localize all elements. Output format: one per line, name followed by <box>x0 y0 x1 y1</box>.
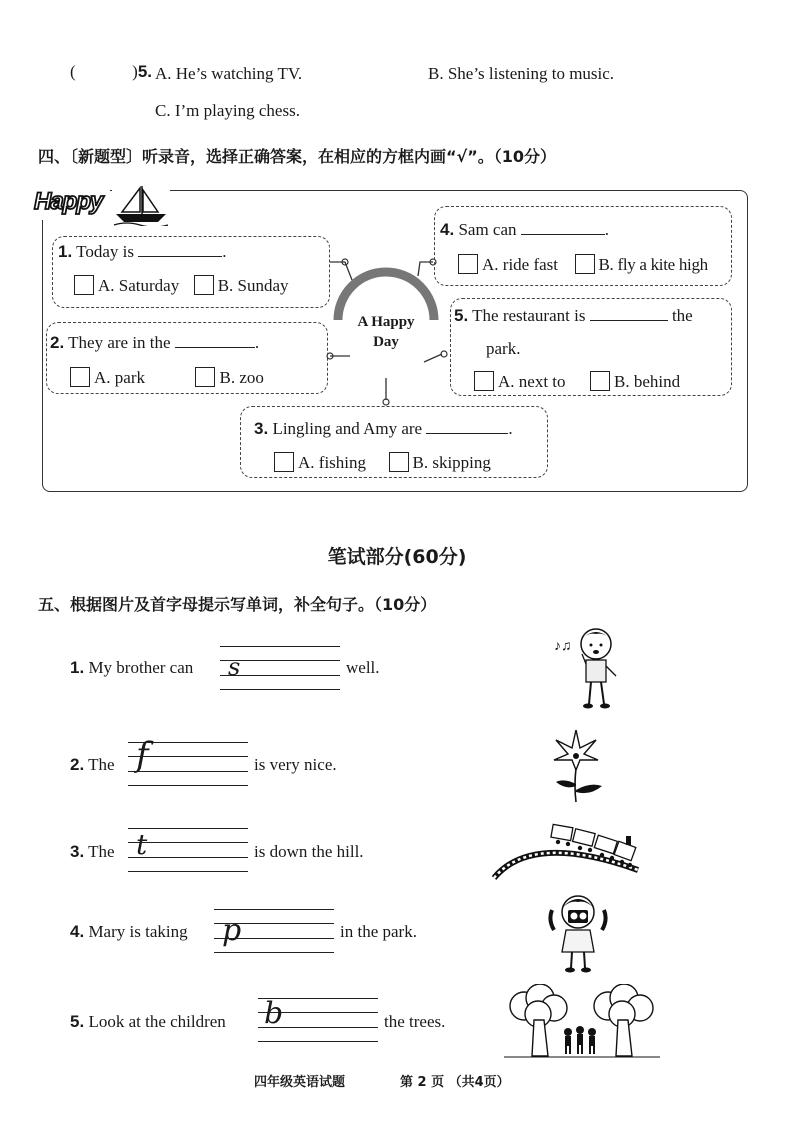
hint-letter: b <box>264 996 284 1031</box>
checkbox[interactable] <box>575 254 595 274</box>
happy-badge: Happy <box>34 188 110 220</box>
footer-subject: 四年级英语试题 <box>254 1075 346 1090</box>
train-on-hill-icon <box>492 818 642 880</box>
checkbox[interactable] <box>274 452 294 472</box>
hint-letter: t <box>136 828 148 861</box>
checkbox[interactable] <box>590 371 610 391</box>
fill-item-4: 4. Mary is taking <box>70 922 188 941</box>
checkbox[interactable] <box>195 367 215 387</box>
q5-option-a: A. He’s watching TV. <box>155 64 303 83</box>
checkbox[interactable] <box>194 275 214 295</box>
checkbox[interactable] <box>474 371 494 391</box>
lily-flower-icon <box>546 724 608 804</box>
fill-item-3-after: is down the hill. <box>254 842 364 861</box>
question-1-options: A. Saturday B. Sunday <box>74 275 289 296</box>
question-4-stem: 4. Sam can . <box>440 220 610 239</box>
fill-item-1: 1. My brother can <box>70 658 194 677</box>
answer-blank[interactable] <box>521 220 605 235</box>
fill-item-2-after: is very nice. <box>254 755 337 774</box>
footer-page-number: 第 2 页 （共4页） <box>400 1075 510 1090</box>
question-3-options: A. fishing B. skipping <box>274 452 491 473</box>
section5-heading: 五、根据图片及首字母提示写单词，补全句子。（10分） <box>38 595 437 614</box>
fill-item-2: 2. The <box>70 755 115 774</box>
boy-singing-icon <box>552 622 622 712</box>
checkbox[interactable] <box>70 367 90 387</box>
fill-item-3: 3. The <box>70 842 115 861</box>
question-2-options: A. park B. zoo <box>70 367 264 388</box>
question-2-stem: 2. They are in the . <box>50 333 260 352</box>
q5-option-c: C. I’m playing chess. <box>155 101 300 120</box>
question-4-options: A. ride fast B. fly a kite high <box>458 254 708 275</box>
answer-blank[interactable] <box>175 333 255 348</box>
answer-blank[interactable] <box>590 306 668 321</box>
question-5-options: A. next to B. behind <box>474 371 680 392</box>
checkbox[interactable] <box>389 452 409 472</box>
hint-letter: p <box>222 913 242 948</box>
question-3-stem: 3. Lingling and Amy are . <box>254 419 513 438</box>
written-part-title: 笔试部分(60分) <box>327 546 467 568</box>
center-title: A Happy Day <box>357 314 415 350</box>
section4-heading: 四、〔新题型〕听录音，选择正确答案，在相应的方框内画“√”。（10分） <box>38 147 556 166</box>
checkbox[interactable] <box>74 275 94 295</box>
girl-with-camera-icon <box>546 890 610 974</box>
q5-paren: ( )5. <box>70 62 153 81</box>
fill-item-1-after: well. <box>346 658 380 677</box>
hint-letter: s <box>228 653 241 681</box>
checkbox[interactable] <box>458 254 478 274</box>
fill-item-4-after: in the park. <box>340 922 417 941</box>
hint-letter: f <box>136 735 149 775</box>
fill-item-5-after: the trees. <box>384 1012 446 1031</box>
fill-item-5: 5. Look at the children <box>70 1012 226 1031</box>
answer-blank[interactable] <box>138 242 222 257</box>
question-5-stem-line2: park. <box>486 339 521 358</box>
svg-text:♪♫: ♪♫ <box>554 639 572 654</box>
question-1-stem: 1. Today is . <box>58 242 227 261</box>
children-between-trees-icon <box>504 984 660 1060</box>
q5-option-b: B. She’s listening to music. <box>428 64 615 83</box>
question-5-stem: 5. The restaurant is the <box>454 306 693 325</box>
answer-blank[interactable] <box>426 419 508 434</box>
